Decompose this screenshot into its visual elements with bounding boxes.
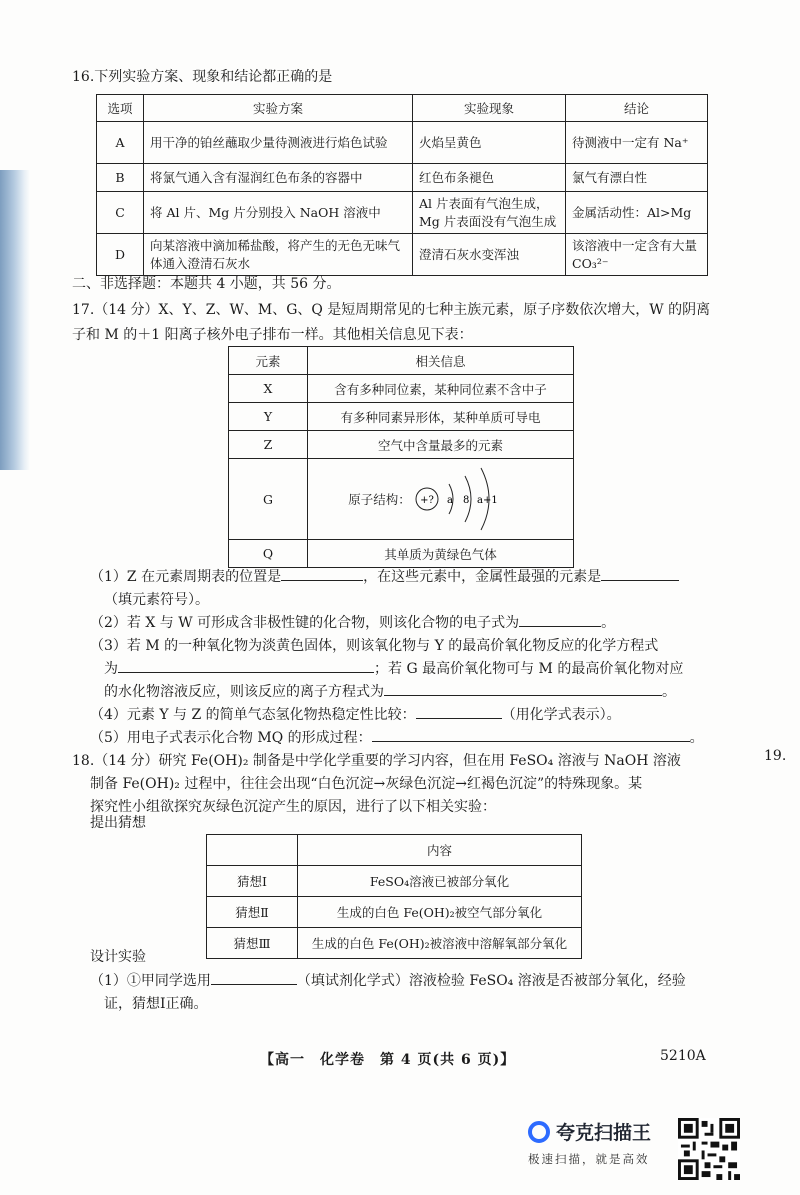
q17-part3: （3）若 M 的一种氧化物为淡黄色固体，则该氧化物与 Y 的最高价氧化物反应的化学方程式: [90, 638, 659, 654]
table-header-row: [229, 347, 574, 375]
guess-content: FeSO₄溶液已被部分氧化: [298, 866, 582, 897]
answer-blank[interactable]: [372, 727, 690, 742]
atom-structure: [348, 464, 533, 534]
q18-intro-line2: 制备 Fe(OH)₂ 过程中，往往会出现“白色沉淀→灰绿色沉淀→红褐色沉淀”的特殊现象。某: [90, 776, 643, 792]
phenomenon-cell: Al 片表面有气泡生成，Mg 片表面没有气泡生成: [413, 192, 566, 234]
page-footer: 【高一 化学卷 第 4 页(共 6 页)】: [260, 1052, 516, 1068]
option-cell: D: [97, 234, 144, 276]
phenomenon-cell: 红色布条褪色: [413, 164, 566, 192]
element-cell: G: [229, 459, 308, 540]
scanner-brand: [528, 1118, 798, 1145]
table-header-row: [207, 835, 582, 866]
q17-part4: （4）元素 Y 与 Z 的简单气态氢化物热稳定性比较： （用化学式表示）。: [90, 704, 621, 726]
element-cell: Q: [229, 540, 308, 568]
option-cell: B: [97, 164, 144, 192]
q17-part1-note: （填元素符号）。: [104, 592, 209, 608]
section-heading: 二、非选择题：本题共 4 小题，共 56 分。: [72, 276, 341, 292]
q17-part2: （2）若 X 与 W 可形成含非极性键的化合物，则该化合物的电子式为 。: [90, 612, 615, 634]
q17-table: [228, 346, 574, 568]
phenomenon-cell: 火焰呈黄色: [413, 122, 566, 164]
phenomenon-cell: 澄清石灰水变浑浊: [413, 234, 566, 276]
q18-design-heading: 设计实验: [90, 949, 146, 965]
info-cell: 其单质为黄绿色气体: [308, 540, 574, 568]
option-cell: A: [97, 122, 144, 164]
table-row: [207, 928, 582, 959]
shell-2-count: 8: [462, 495, 470, 506]
option-cell: C: [97, 192, 144, 234]
q18-guess-heading: 提出猜想: [90, 815, 146, 831]
plan-cell: 用干净的铂丝蘸取少量待测液进行焰色试验: [144, 122, 413, 164]
table-row: [207, 897, 582, 928]
info-cell: 有多种同素异形体，某种单质可导电: [308, 403, 574, 431]
table-row: [229, 540, 574, 568]
table-row: [229, 375, 574, 403]
answer-blank[interactable]: [211, 970, 297, 985]
q17-part1: （1）Z 在元素周期表的位置是 ，在这些元素中，金属性最强的元素是: [90, 566, 679, 588]
table-row: [97, 234, 708, 276]
answer-blank[interactable]: [416, 704, 502, 719]
table-row: [207, 866, 582, 897]
plan-cell: 将氯气通入含有湿润红色布条的容器中: [144, 164, 413, 192]
element-cell: Z: [229, 431, 308, 459]
table-row: [97, 192, 708, 234]
conclusion-cell: 氯气有漂白性: [566, 164, 708, 192]
q17-part5: （5）用电子式表示化合物 MQ 的形成过程： 。: [90, 727, 704, 749]
q16-title: 16.下列实验方案、现象和结论都正确的是: [72, 69, 333, 85]
atom-structure-cell: [308, 459, 574, 540]
element-cell: Y: [229, 403, 308, 431]
q18-part1-line2: 证，猜想Ⅰ正确。: [104, 996, 208, 1012]
info-cell: 空气中含量最多的元素: [308, 431, 574, 459]
table-row: [229, 431, 574, 459]
atom-diagram: [413, 464, 533, 534]
q18-intro-line3: 探究性小组欲探究灰绿色沉淀产生的原因，进行了以下相关实验：: [90, 799, 496, 815]
header-plan: 实验方案: [144, 95, 413, 122]
conclusion-cell: 金属活动性：Al>Mg: [566, 192, 708, 234]
guess-name: 猜想Ⅲ: [207, 928, 298, 959]
answer-blank[interactable]: [384, 681, 662, 696]
q17-intro: 17.（14 分）X、Y、Z、W、M、G、Q 是短周期常见的七种主族元素，原子序数依次增大，W 的阴离子和 M 的＋1 阳离子核外电子排布一样。其他相关信息见下表：: [72, 302, 711, 343]
q18-intro-line1: 18.（14 分）研究 Fe(OH)₂ 制备是中学化学重要的学习内容，但在用 FeSO₄ 溶液与 NaOH 溶液: [72, 753, 681, 769]
header-option: 选项: [97, 95, 144, 122]
info-cell: 含有多种同位素，某种同位素不含中子: [308, 375, 574, 403]
guess-content: 生成的白色 Fe(OH)₂被溶液中溶解氧部分氧化: [298, 928, 582, 959]
qr-code-icon: [678, 1118, 740, 1180]
q17-part3-line3: 的水化物溶液反应，则该反应的离子方程式为 。: [104, 681, 676, 703]
table-header-row: [97, 95, 708, 122]
header-element: 元素: [229, 347, 308, 375]
shell-1-count: a: [446, 495, 453, 506]
table-row: [229, 403, 574, 431]
guess-content: 生成的白色 Fe(OH)₂被空气部分氧化: [298, 897, 582, 928]
q17-part3-line2: 为 ；若 G 最高价氧化物可与 M 的最高价氧化物对应: [104, 658, 683, 680]
scanner-logo-icon: [528, 1121, 550, 1143]
conclusion-cell: 该溶液中一定含有大量 CO₃²⁻: [566, 234, 708, 276]
binding-edge-stain: [0, 170, 30, 470]
guess-name: 猜想Ⅱ: [207, 897, 298, 928]
scanner-slogan: 极速扫描，就是高效: [528, 1152, 650, 1166]
answer-blank[interactable]: [601, 566, 679, 581]
scanner-watermark: [528, 1118, 798, 1188]
header-conclusion: 结论: [566, 95, 708, 122]
table-row: [97, 122, 708, 164]
nucleus-charge: +?: [419, 495, 434, 506]
q16-table: [96, 94, 708, 276]
atom-structure-label: 原子结构：: [348, 492, 411, 507]
element-cell: X: [229, 375, 308, 403]
answer-blank[interactable]: [281, 566, 363, 581]
paper-code: 5210A: [660, 1048, 706, 1064]
answer-blank[interactable]: [118, 658, 374, 673]
guess-name: 猜想Ⅰ: [207, 866, 298, 897]
table-row: [97, 164, 708, 192]
answer-blank[interactable]: [519, 612, 601, 627]
scanner-name: 夸克扫描王: [556, 1122, 652, 1144]
side-question-number: 19.: [764, 748, 787, 764]
header-phenomenon: 实验现象: [413, 95, 566, 122]
plan-cell: 将 Al 片、Mg 片分别投入 NaOH 溶液中: [144, 192, 413, 234]
q18-table: [206, 834, 582, 959]
plan-cell: 向某溶液中滴加稀盐酸，将产生的无色无味气体通入澄清石灰水: [144, 234, 413, 276]
table-row: [229, 459, 574, 540]
header-info: 相关信息: [308, 347, 574, 375]
shell-3-count: a+1: [476, 495, 498, 506]
header-blank: [207, 835, 298, 866]
q18-part1: （1）①甲同学选用 （填试剂化学式）溶液检验 FeSO₄ 溶液是否被部分氧化，经验: [90, 970, 686, 992]
header-content: 内容: [298, 835, 582, 866]
conclusion-cell: 待测液中一定有 Na⁺: [566, 122, 708, 164]
